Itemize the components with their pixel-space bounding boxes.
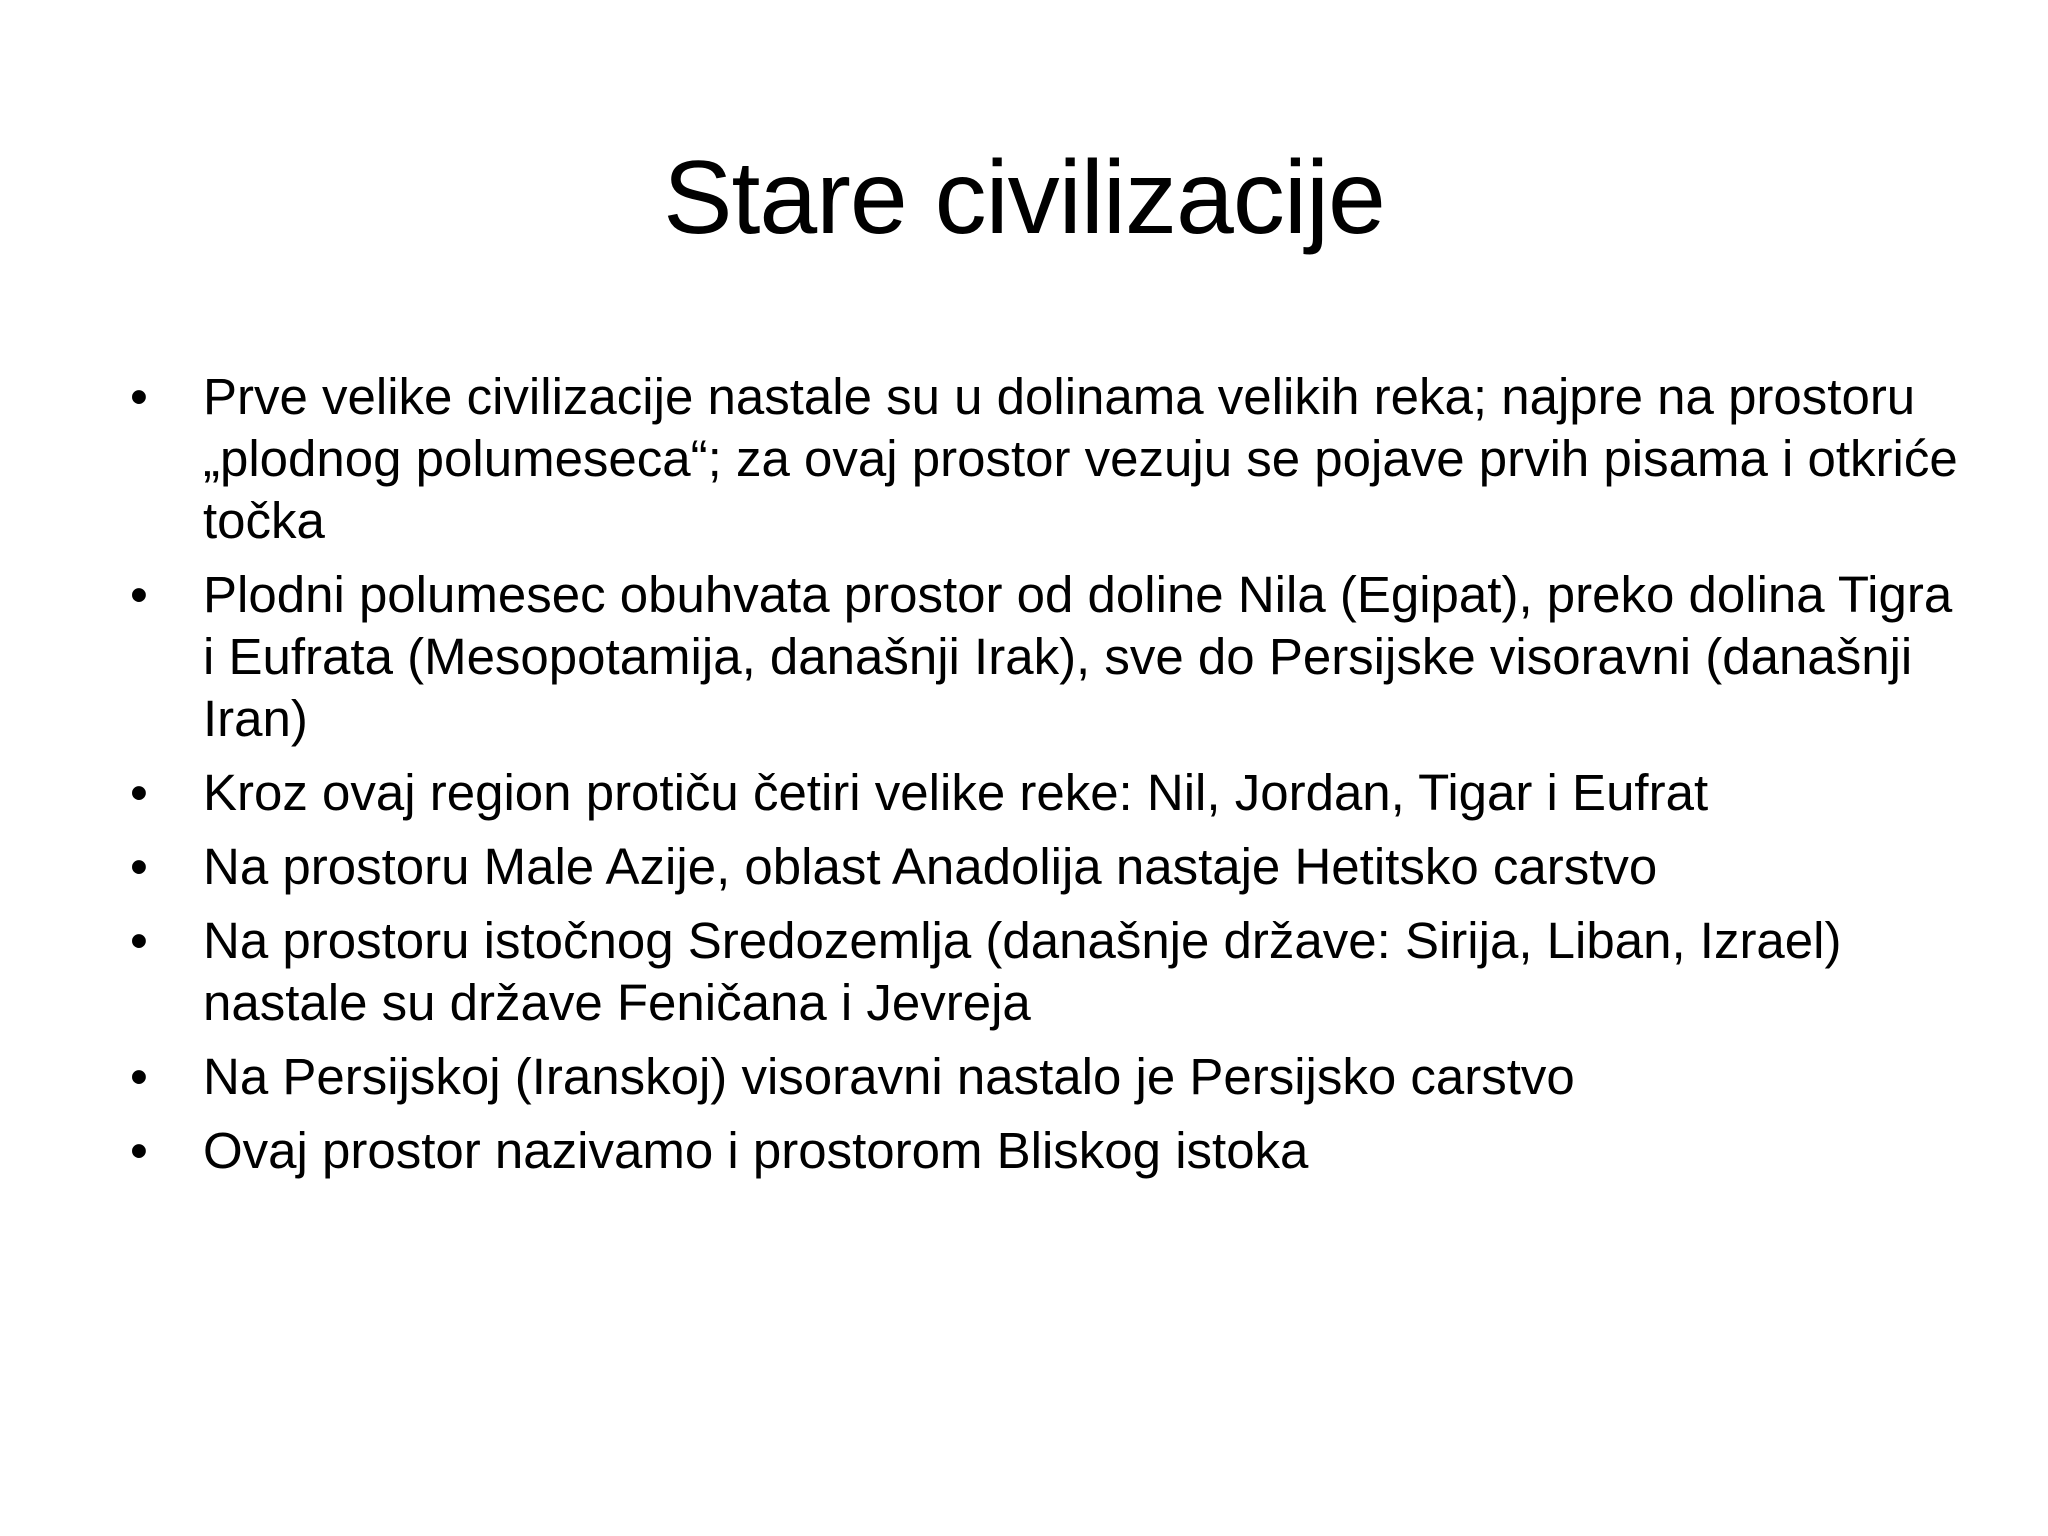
slide-title: Stare civilizacije: [663, 140, 1385, 256]
bullet-item: [130, 1120, 1960, 1182]
bullet-item: [130, 762, 1960, 824]
bullet-item: [130, 564, 1960, 750]
bullet-icon: •: [130, 1048, 148, 1105]
bullet-item: [130, 836, 1960, 898]
bullet-text: Plodni polumesec obuhvata prostor od doline Nila (Egipat), preko dolina Tigra i Eufrata (Mesopotamija, današnji Irak), sve do Persijske visoravni (današnji Iran): [203, 566, 1953, 747]
bullet-text: Na Persijskoj (Iranskoj) visoravni nastalo je Persijsko carstvo: [203, 1048, 1575, 1105]
bullet-text: Na prostoru Male Azije, oblast Anadolija nastaje Hetitsko carstvo: [203, 838, 1658, 895]
bullet-icon: •: [130, 1122, 148, 1179]
bullet-icon: •: [130, 368, 148, 425]
bullet-item: [130, 910, 1960, 1034]
bullet-item: [130, 1046, 1960, 1108]
bullet-text: Kroz ovaj region protiču četiri velike reke: Nil, Jordan, Tigar i Eufrat: [203, 764, 1709, 821]
bullet-text: Prve velike civilizacije nastale su u dolinama velikih reka; najpre na prostoru „plodnog polumeseca“; za ovaj prostor vezuju se pojave prvih pisama i otkriće točka: [203, 368, 1958, 549]
bullet-icon: •: [130, 912, 148, 969]
bullet-text: Na prostoru istočnog Sredozemlja (današnje države: Sirija, Liban, Izrael) nastale su države Feničana i Jevreja: [203, 912, 1842, 1031]
bullet-list: [130, 366, 1960, 1194]
bullet-item: [130, 366, 1960, 552]
bullet-icon: •: [130, 764, 148, 821]
bullet-icon: •: [130, 838, 148, 895]
bullet-text: Ovaj prostor nazivamo i prostorom Bliskog istoka: [203, 1122, 1309, 1179]
bullet-icon: •: [130, 566, 148, 623]
